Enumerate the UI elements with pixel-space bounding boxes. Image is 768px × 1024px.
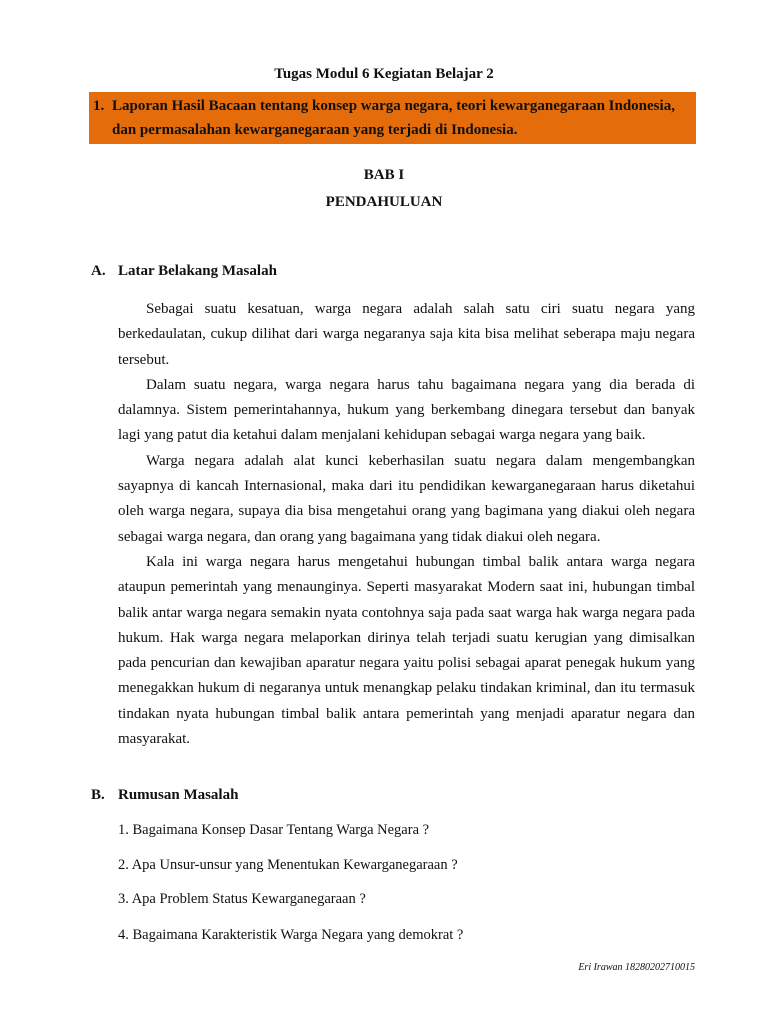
list-item: 3. Apa Problem Status Kewarganegaraan ?	[118, 891, 366, 907]
paragraph: Dalam suatu negara, warga negara harus tahu bagaimana negara yang dia berada di dalamnya. Sistem pemerintahannya, hukum yang berkembang dinegara tersebut dan banyak lagi yang patut dia ketahui dalam menjalani kehidupan sebagai warga negara yang baik.	[118, 376, 695, 444]
list-item: 4. Bagaimana Karakteristik Warga Negara yang demokrat ?	[118, 927, 464, 943]
list-item: 1. Bagaimana Konsep Dasar Tentang Warga Negara ?	[118, 822, 430, 838]
section-a-title: Latar Belakang Masalah	[118, 263, 277, 279]
paragraph: Kala ini warga negara harus mengetahui hubungan timbal balik antara warga negara ataupun pemerintah yang menaunginya. Seperti masyarakat Modern saat ini, hubungan timbal balik antar warga negara semakin nyata contohnya saja pada saat warga hak warga negara pada hukum. Hak warga negara melaporkan dirinya telah terjadi suatu kerugian yang dimisalkan pada pencurian dan kewajiban aparatur negara yaitu polisi sebagai aparat penegak hukum yang menegakkan hukum di negaranya untuk menangkap pelaku tindakan kriminal, dan itu termasuk tindakan nyata hubungan timbal balik antara pemerintah yang menjadi aparatur negara dan masyarakat.	[118, 553, 695, 748]
highlighted-task-box	[89, 92, 696, 144]
chapter-number: BAB I	[363, 167, 405, 183]
task-text-1: Laporan Hasil Bacaan tentang konsep warga negara, teori kewarganegaraan Indonesia,	[112, 98, 675, 114]
document-title: Tugas Modul 6 Kegiatan Belajar 2	[274, 66, 494, 82]
chapter-title: PENDAHULUAN	[325, 194, 443, 210]
footer-author: Eri Irawan 18280202710015	[578, 962, 695, 973]
task-number: 1.	[93, 98, 105, 114]
task-line-2: dan permasalahan kewarganegaraan yang terjadi di Indonesia.	[112, 122, 518, 138]
section-a-letter: A.	[91, 263, 106, 279]
section-b-title: Rumusan Masalah	[118, 787, 239, 803]
paragraph: Warga negara adalah alat kunci keberhasilan suatu negara dalam mengembangkan sayapnya di kancah Internasional, maka dari itu pendidikan kewarganegaraan harus diketahui oleh warga negara, supaya dia bisa mengetahui orang yang bagimana yang diakui oleh negara sebagai warga negara, dan orang yang bagaimana yang tidak diakui oleh negara.	[118, 452, 695, 545]
section-b-heading	[91, 787, 238, 804]
section-b-letter: B.	[91, 787, 105, 803]
paragraph: Sebagai suatu kesatuan, warga negara adalah salah satu ciri suatu negara yang berkedaulatan, cukup dilihat dari warga negaranya saja kita bisa melihat seberapa maju negara tersebut.	[118, 301, 695, 368]
section-a-heading	[91, 263, 277, 280]
task-line-1	[93, 94, 692, 118]
section-a-body	[118, 297, 695, 752]
list-item: 2. Apa Unsur-unsur yang Menentukan Kewarganegaraan ?	[118, 857, 458, 873]
